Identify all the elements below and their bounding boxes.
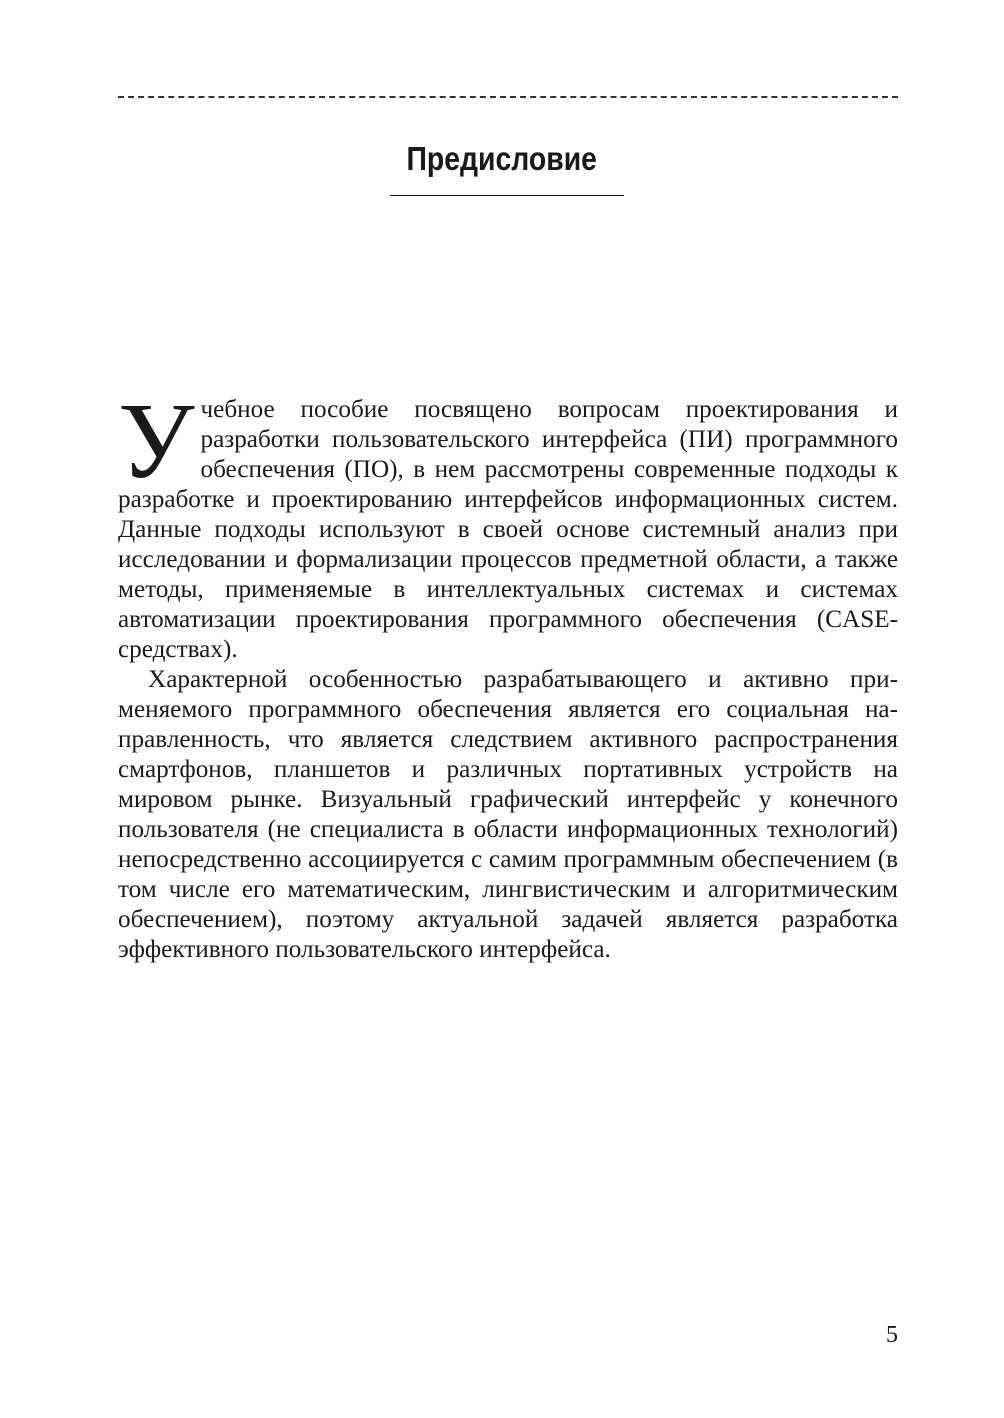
chapter-title-underline [390,195,624,196]
paragraph-2 [118,665,898,965]
chapter-title-block [0,140,1004,178]
page-number: 5 [886,1322,898,1348]
paragraph-1 [118,382,898,665]
drop-cap-letter: У [118,382,195,501]
paragraph-1-text: чебное пособие посвящено вопросам проектирования и разработки пользовательского интерфейса (ПИ) программного обеспечения (ПО), в нем рассмотрены современные подходы к разработке и проектированию интерфейсов информационных систем. Данные подходы используют в своей основе системный анализ при исследовании и формализации процессов предметной области, а также методы, применяемые в интеллектуальных системах и системах автоматизации проектирования программного обеспечения (CASE-средствах). [118,396,898,663]
header-dashed-rule [118,96,898,98]
paragraph-2-text: Характерной особенностью разрабатывающего и активно применяемого программного обеспечения является его социальная направленность, что является следствием активного распространения смартфонов, планшетов и различных портативных устройств на мировом рынке. Визуальный графический интерфейс у конечного пользователя (не специалиста в области информационных технологий) непосредственно ассоциируется с самим программным обеспечением (в том числе его математическим, лингвистическим и алгоритмическим обеспечением), поэтому актуальной задачей является разработка эффективного пользовательского интерфейса. [118,666,898,963]
chapter-title: Предисловие [406,140,598,177]
preface-body [118,382,898,965]
